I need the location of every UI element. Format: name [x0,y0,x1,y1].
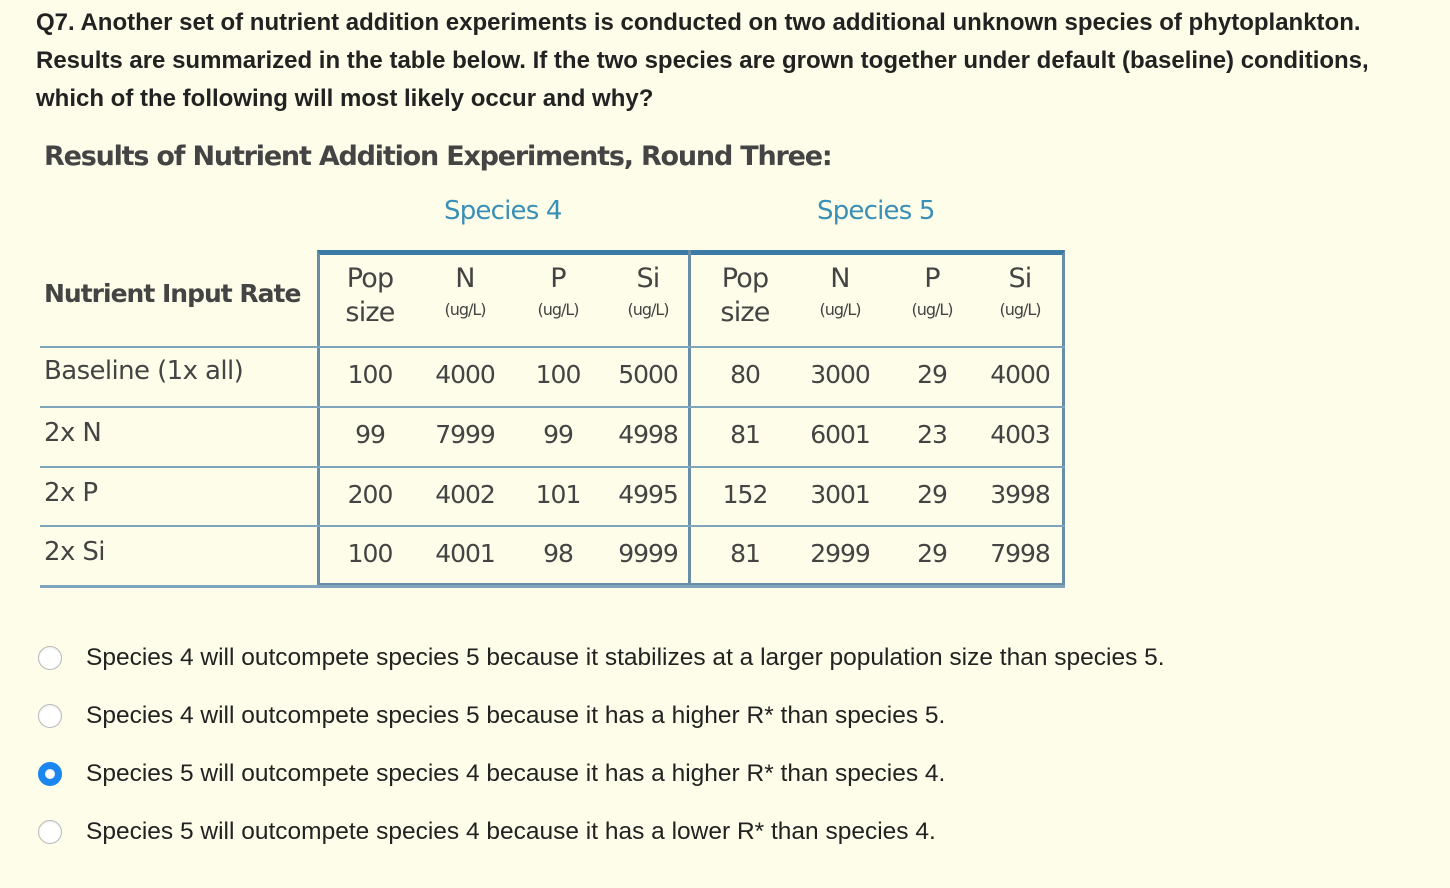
table-cell: 2999 [810,539,870,568]
table-cell: 98 [543,539,573,568]
species-divider [688,250,691,586]
answer-option-label: Species 5 will outcompete species 4 because it has a higher R* than species 4. [86,760,946,787]
table-bottom-border [40,585,1065,588]
table-cell: 23 [917,420,947,449]
table-cell: 3001 [810,480,870,509]
table-cell: 4003 [990,420,1050,449]
answer-option-4[interactable] [38,812,1338,852]
species-5-header: Species 5 [817,196,935,226]
table-cell: 100 [535,360,581,389]
table-cell: 29 [917,360,947,389]
radio-button[interactable] [38,704,62,728]
col-header-sp5-si: Si (ug/L) [999,263,1041,319]
table-cell: 6001 [810,420,870,449]
table-cell: 100 [347,360,393,389]
answer-option-label: Species 4 will outcompete species 5 because it has a higher R* than species 5. [86,702,946,729]
col-header-sp4-pop: Pop size [345,263,395,328]
table-cell: 4995 [618,480,678,509]
table-cell: 5000 [618,360,678,389]
table-cell: 4001 [435,539,495,568]
col-header-sp5-p: P (ug/L) [911,263,953,319]
table-cell: 7999 [435,420,495,449]
col-header-sp5-n: N (ug/L) [819,263,861,319]
row-divider [40,406,1065,408]
table-cell: 4998 [618,420,678,449]
table-cell: 80 [730,360,760,389]
col-header-sp4-n: N (ug/L) [444,263,486,319]
row-label-2x-p: 2x P [44,478,98,508]
answer-option-label: Species 4 will outcompete species 5 because it stabilizes at a larger population size than species 5. [86,644,1165,671]
table-cell: 101 [535,480,581,509]
col-header-sp5-pop: Pop size [720,263,770,328]
table-cell: 99 [543,420,573,449]
species-4-header: Species 4 [444,196,562,226]
col-header-sp4-si: Si (ug/L) [627,263,669,319]
radio-button[interactable] [38,646,62,670]
row-divider [40,346,1065,348]
col-header-sp4-p: P (ug/L) [537,263,579,319]
answer-option-label: Species 5 will outcompete species 4 because it has a lower R* than species 4. [86,818,936,845]
table-cell: 3998 [990,480,1050,509]
table-cell: 81 [730,539,760,568]
question-text: Q7. Another set of nutrient addition experiments is conducted on two additional unknown species of phytoplankton. Results are summarized in the table below. If the two species are grown together under default (baseline) conditions, which of the following will most likely occur and why? [36,9,1369,112]
table-cell: 29 [917,480,947,509]
table-cell: 4002 [435,480,495,509]
table-cell: 29 [917,539,947,568]
answer-option-2[interactable] [38,696,1338,736]
table-cell: 200 [347,480,393,509]
nutrient-input-rate-header: Nutrient Input Rate [44,279,301,308]
row-label-2x-n: 2x N [44,418,102,448]
figure-title: Results of Nutrient Addition Experiments, Round Three: [44,141,832,172]
radio-button-selected[interactable] [38,762,62,786]
row-divider [40,525,1065,527]
table-cell: 9999 [618,539,678,568]
table-cell: 4000 [990,360,1050,389]
table-cell: 4000 [435,360,495,389]
table-cell: 100 [347,539,393,568]
table-cell: 81 [730,420,760,449]
table-cell: 99 [355,420,385,449]
row-label-baseline: Baseline (1x all) [44,356,244,386]
answer-option-1[interactable] [38,638,1338,678]
table-cell: 3000 [810,360,870,389]
table-cell: 7998 [990,539,1050,568]
row-divider [40,466,1065,468]
row-label-2x-si: 2x Si [44,537,105,567]
answer-option-3[interactable] [38,754,1338,794]
radio-button[interactable] [38,820,62,844]
table-cell: 152 [722,480,768,509]
